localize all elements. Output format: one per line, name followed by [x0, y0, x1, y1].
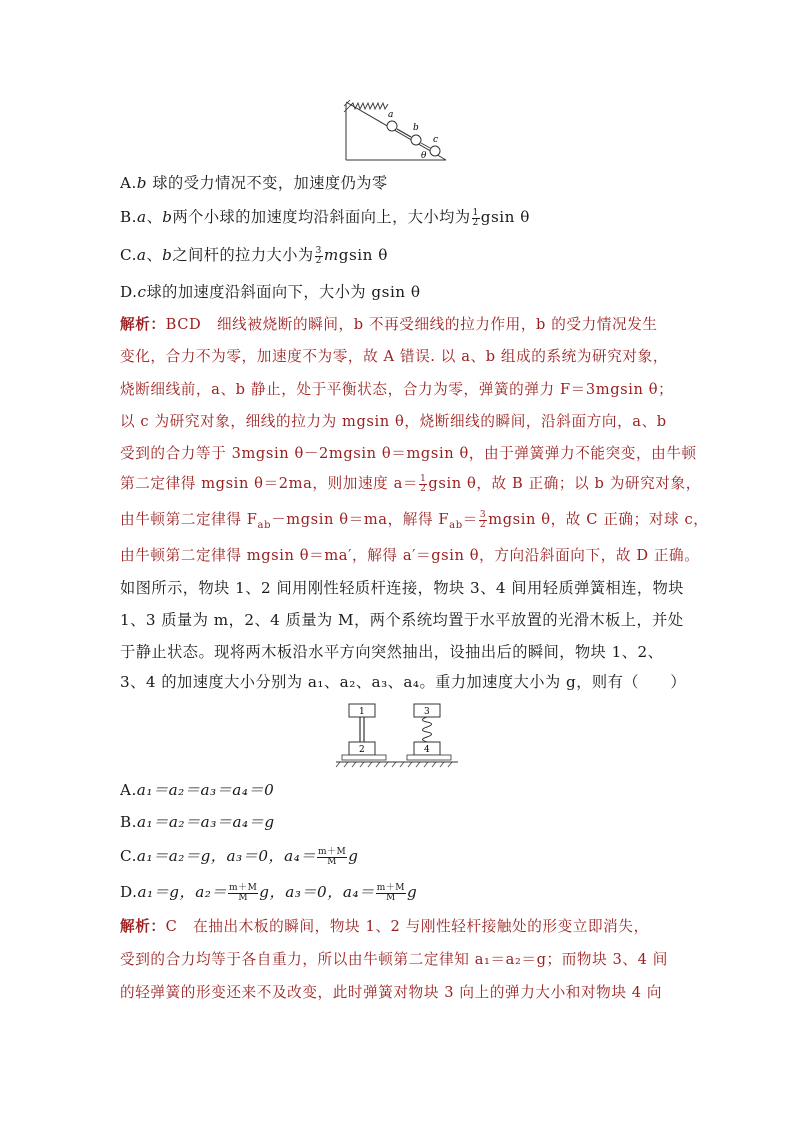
blocks-figure [334, 700, 460, 772]
fraction: $\frac{1}{2}$ [472, 207, 479, 228]
label-a: a [388, 110, 394, 120]
spring-34 [423, 717, 432, 742]
analysis1-line-5: 受到的合力等于 3mgsin θ－2mgsin θ＝mgsin θ，由于弹簧弹力不能突变，由牛顿 [120, 445, 697, 462]
label-c: c [433, 135, 439, 145]
q1-option-d: D.c球的加速度沿斜面向下，大小为 gsin θ [120, 283, 421, 301]
analysis1-line-6: 第二定律得 mgsin θ＝2ma，则加速度 a＝ $\frac{1}{2}$ gsin θ，故 B 正确；以 b 为研究对象， [120, 473, 701, 494]
board-right [407, 755, 451, 760]
fraction: $\frac{3}{2}$ [479, 509, 487, 530]
analysis2-line-1: 解析：C 在抽出木板的瞬间，物块 1、2 与刚性轻杆接触处的形变立即消失， [120, 918, 649, 935]
analysis1-line-3: 烧断细线前，a、b 静止，处于平衡状态，合力为零，弹簧的弹力 F＝3mgsin θ； [120, 381, 674, 398]
incline-figure [340, 92, 452, 164]
analysis1-line-4: 以 c 为研究对象，细线的拉力为 mgsin θ，烧断细线的瞬间，沿斜面方向，a、b [120, 413, 667, 430]
q1-option-c: C.a、b之间杆的拉力大小为 $\frac{3}{2}$ mgsin θ [120, 245, 388, 266]
ball-b [411, 135, 421, 145]
block-2-label: 2 [359, 745, 365, 755]
fraction: $\frac{m+M}{M}$ [376, 882, 405, 903]
fraction: $\frac{m+M}{M}$ [318, 846, 347, 867]
wall-hatch [344, 100, 350, 112]
fraction: $\frac{3}{2}$ [315, 245, 322, 266]
analysis2-line-3: 的轻弹簧的形变还来不及改变，此时弹簧对物块 3 向上的弹力大小和对物块 4 向 [120, 984, 663, 1001]
q2-option-a: A.a₁＝a₂＝a₃＝a₄＝0 [120, 781, 275, 799]
board-left [342, 755, 386, 760]
q1-option-a: A.b 球的受力情况不变，加速度仍为零 [120, 174, 388, 192]
ball-c [430, 146, 440, 156]
block-3-label: 3 [424, 707, 430, 717]
ball-a [387, 121, 397, 131]
analysis1-line-7: 由牛顿第二定律得 $F_{ab}-mgsin$ θ＝ma，解得 $F_{ab}=$ $\frac{3}{2}$ mgsin θ，故 C 正确；对球 c， [120, 509, 709, 531]
analysis1-line-2: 变化，合力不为零，加速度不为零，故 A 错误. 以 a、b 组成的系统为研究对象， [120, 348, 669, 365]
q2-option-d: D.a₁＝g，a₂＝ $\frac{m+M}{M}$ g，a₃＝0，a₄＝ $\frac{m+M}{M}$ g [120, 882, 418, 903]
analysis1-line-1: 解析：BCD 细线被烧断的瞬间，b 不再受细线的拉力作用，b 的受力情况发生 [120, 316, 658, 333]
spring [350, 103, 388, 109]
q2-line-3: 于静止状态。现将两木板沿水平方向突然抽出，设抽出后的瞬间，物块 1、2、 [120, 643, 664, 661]
block-1-label: 1 [359, 707, 365, 717]
q2-line-1: 如图所示，物块 1、2 间用刚性轻质杆连接，物块 3、4 间用轻质弹簧相连，物块 [120, 579, 684, 597]
q1-option-b: B.a、b两个小球的加速度均沿斜面向上，大小均为 $\frac{1}{2}$ gsin θ [120, 207, 530, 228]
fraction: $\frac{m+M}{M}$ [229, 882, 258, 903]
q2-option-b: B.a₁＝a₂＝a₃＝a₄＝g [120, 813, 275, 831]
q2-option-c: C.a₁＝a₂＝g，a₃＝0，a₄＝ $\frac{m+M}{M}$ g [120, 846, 359, 867]
label-b: b [413, 123, 419, 133]
string-bc [421, 143, 430, 148]
block-4-label: 4 [424, 745, 430, 755]
analysis1-line-8: 由牛顿第二定律得 mgsin θ＝ma′，解得 a′＝gsin θ，方向沿斜面向下，故 D 正确。 [120, 547, 700, 564]
fraction: $\frac{1}{2}$ [420, 473, 427, 494]
ground-hatch [336, 762, 452, 767]
q2-line-4: 3、4 的加速度大小分别为 a₁、a₂、a₃、a₄。重力加速度大小为 g，则有（ ） [120, 673, 687, 691]
label-theta: θ [421, 151, 427, 161]
analysis2-line-2: 受到的合力均等于各自重力，所以由牛顿第二定律知 a₁＝a₂＝g；而物块 3、4 间 [120, 951, 668, 968]
q2-line-2: 1、3 质量为 m，2、4 质量为 M，两个系统均置于水平放置的光滑木板上，并处 [120, 611, 684, 629]
